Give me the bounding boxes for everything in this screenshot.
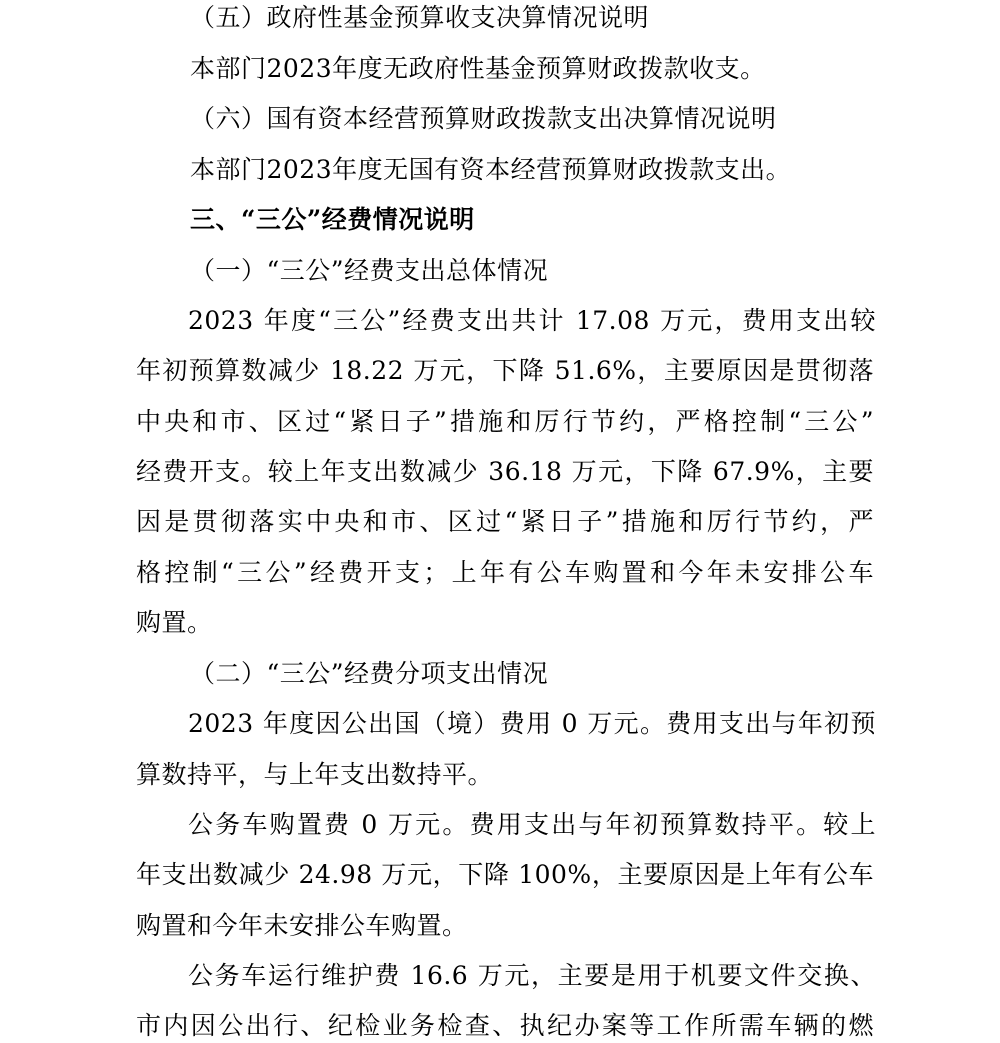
sub-2-para-2-line-3: 购置和今年未安排公车购置。 — [136, 911, 468, 940]
sub-1-line-3: 中央和市、区过“紧日子”措施和厉行节约，严格控制“三公” — [136, 407, 874, 436]
sub-2-heading: （二）“三公”经费分项支出情况 — [190, 659, 549, 688]
sub-1-line-4: 经费开支。较上年支出数减少 36.18 万元，下降 67.9%，主要 — [136, 457, 874, 486]
sub-1-line-1: 2023 年度“三公”经费支出共计 17.08 万元，费用支出较 — [188, 306, 876, 335]
sub-1-line-7: 购置。 — [136, 608, 213, 637]
sub-1-line-2: 年初预算数减少 18.22 万元，下降 51.6%，主要原因是贯彻落 — [136, 356, 874, 385]
sub-2-para-1-line-1: 2023 年度因公出国（境）费用 0 万元。费用支出与年初预 — [188, 709, 876, 738]
section-5-body: 本部门2023年度无政府性基金预算财政拨款收支。 — [190, 54, 766, 83]
sub-1-line-5: 因是贯彻落实中央和市、区过“紧日子”措施和厉行节约，严 — [136, 507, 874, 536]
section-6-heading: （六）国有资本经营预算财政拨款支出决算情况说明 — [190, 104, 777, 133]
sub-1-heading: （一）“三公”经费支出总体情况 — [190, 256, 549, 285]
part-3-heading: 三、“三公”经费情况说明 — [190, 205, 475, 234]
sub-2-para-3-line-1: 公务车运行维护费 16.6 万元，主要是用于机要文件交换、 — [188, 961, 876, 990]
sub-2-para-2-line-2: 年支出数减少 24.98 万元，下降 100%，主要原因是上年有公车 — [136, 860, 874, 889]
sub-1-line-6: 格控制“三公”经费开支；上年有公车购置和今年未安排公车 — [136, 558, 874, 587]
sub-2-para-1-line-2: 算数持平，与上年支出数持平。 — [136, 760, 494, 789]
section-6-body: 本部门2023年度无国有资本经营预算财政拨款支出。 — [190, 155, 792, 184]
sub-2-para-2-line-1: 公务车购置费 0 万元。费用支出与年初预算数持平。较上 — [188, 810, 876, 839]
sub-2-para-3-line-2: 市内因公出行、纪检业务检查、执纪办案等工作所需车辆的燃 — [136, 1011, 874, 1040]
section-5-heading: （五）政府性基金预算收支决算情况说明 — [190, 3, 650, 32]
